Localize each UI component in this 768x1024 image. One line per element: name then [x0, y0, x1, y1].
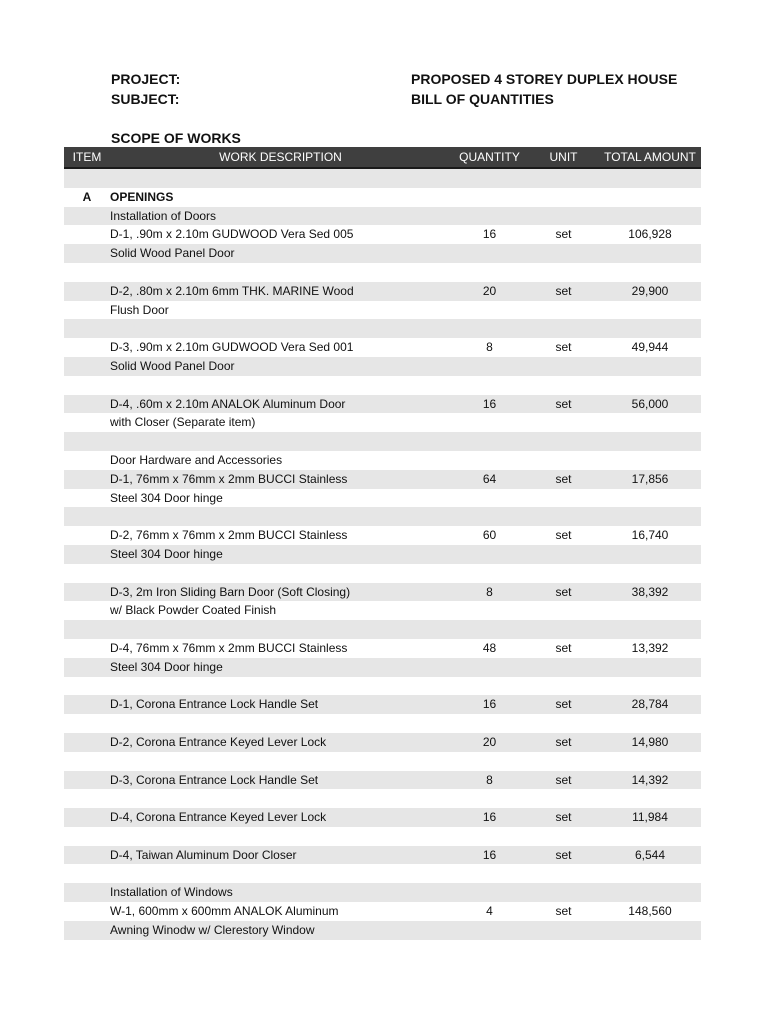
project-label: PROJECT:: [111, 71, 181, 87]
amount-cell: [599, 489, 701, 508]
amount-cell: [599, 451, 701, 470]
table-row: [64, 677, 701, 696]
table-row: [64, 639, 701, 658]
item-cell: [64, 733, 110, 752]
item-cell: [64, 789, 110, 808]
unit-cell: [528, 620, 599, 639]
table-row: [64, 583, 701, 602]
amount-cell: [599, 301, 701, 320]
amount-cell: 106,928: [628, 227, 672, 242]
table-row: [64, 395, 701, 414]
unit-cell: set: [555, 528, 572, 543]
unit-cell: [528, 188, 599, 207]
scope-title: SCOPE OF WORKS: [111, 130, 241, 146]
unit-cell: [528, 301, 599, 320]
item-cell: [64, 864, 110, 883]
item-cell: [64, 282, 110, 301]
item-cell: [64, 413, 110, 432]
quantity-cell: [451, 168, 528, 188]
description-cell: D-1, .90m x 2.10m GUDWOOD Vera Sed 005: [110, 227, 354, 242]
quantity-cell: [451, 564, 528, 583]
table-row: [64, 771, 701, 790]
quantity-cell: [451, 451, 528, 470]
description-cell: Awning Winodw w/ Clerestory Window: [110, 921, 451, 940]
item-cell: [64, 752, 110, 771]
table-row: [64, 545, 701, 564]
description-cell: D-2, 76mm x 76mm x 2mm BUCCI Stainless: [110, 528, 348, 543]
amount-cell: [599, 432, 701, 451]
table-row: [64, 564, 701, 583]
amount-cell: [599, 319, 701, 338]
description-cell: [110, 432, 451, 451]
table-row: [64, 319, 701, 338]
unit-cell: [528, 263, 599, 282]
quantity-cell: 8: [451, 583, 528, 602]
quantity-cell: [451, 432, 528, 451]
description-cell: D-2, Corona Entrance Keyed Lever Lock: [110, 733, 451, 752]
quantity-cell: [451, 677, 528, 696]
unit-cell: set: [528, 282, 599, 301]
quantity-cell: [451, 827, 528, 846]
description-cell: [110, 507, 451, 526]
unit-cell: [528, 489, 599, 508]
item-cell: [64, 376, 110, 395]
description-cell: OPENINGS: [110, 189, 174, 204]
amount-cell: [599, 244, 701, 263]
item-cell: [64, 564, 110, 583]
quantity-cell: 20: [451, 733, 528, 752]
unit-cell: [528, 677, 599, 696]
table-row: [64, 376, 701, 395]
item-cell: [64, 319, 110, 338]
description-cell: Installation of Windows: [110, 883, 451, 902]
table-row: [64, 714, 701, 733]
amount-cell: [599, 677, 701, 696]
amount-cell: [599, 376, 701, 395]
quantity-cell: [451, 864, 528, 883]
description-cell: D-3, .90m x 2.10m GUDWOOD Vera Sed 001: [110, 340, 354, 355]
table-row: [64, 864, 701, 883]
quantity-cell: [451, 752, 528, 771]
unit-cell: [528, 545, 599, 564]
project-value: PROPOSED 4 STOREY DUPLEX HOUSE: [411, 71, 678, 87]
item-cell: [64, 432, 110, 451]
quantity-cell: [451, 413, 528, 432]
description-cell: Steel 304 Door hinge: [110, 658, 451, 677]
amount-cell: 148,560: [628, 904, 672, 919]
unit-cell: [528, 432, 599, 451]
amount-cell: [599, 883, 701, 902]
amount-cell: 14,392: [599, 771, 701, 790]
quantity-cell: 60: [482, 528, 497, 543]
table-row: [64, 489, 701, 508]
amount-cell: [599, 601, 701, 620]
unit-cell: [528, 376, 599, 395]
table-row: [64, 168, 701, 188]
unit-cell: [528, 864, 599, 883]
unit-cell: set: [528, 808, 599, 827]
item-cell: [64, 808, 110, 827]
quantity-cell: [451, 319, 528, 338]
quantity-cell: 20: [451, 282, 528, 301]
amount-cell: [599, 864, 701, 883]
subject-value: BILL OF QUANTITIES: [411, 91, 554, 107]
quantity-cell: [451, 188, 528, 207]
item-cell: [64, 921, 110, 940]
unit-cell: [528, 658, 599, 677]
quantity-cell: [451, 658, 528, 677]
amount-cell: [599, 620, 701, 639]
unit-cell: [528, 752, 599, 771]
table-row: [64, 432, 701, 451]
column-header-quantity: QUANTITY: [451, 147, 528, 168]
subsection-row: [64, 207, 701, 226]
unit-cell: set: [555, 640, 572, 655]
column-header-unit: UNIT: [528, 147, 599, 168]
unit-cell: [528, 413, 599, 432]
amount-cell: 38,392: [599, 583, 701, 602]
table-row: [64, 902, 701, 921]
item-cell: [64, 395, 110, 414]
item-cell: [64, 771, 110, 790]
description-cell: [110, 620, 451, 639]
section-row: [64, 188, 701, 207]
description-cell: D-1, 76mm x 76mm x 2mm BUCCI Stainless: [110, 470, 451, 489]
table-row: [64, 526, 701, 545]
description-cell: Solid Wood Panel Door: [110, 244, 451, 263]
table-row: [64, 225, 701, 244]
item-cell: [64, 583, 110, 602]
table-row: [64, 695, 701, 714]
amount-cell: [599, 168, 701, 188]
description-cell: [110, 714, 451, 733]
table-body: [64, 168, 701, 940]
subsection-row: [64, 883, 701, 902]
description-cell: Steel 304 Door hinge: [110, 490, 223, 505]
unit-cell: set: [528, 733, 599, 752]
quantity-cell: [451, 714, 528, 733]
bill-of-quantities-table: [64, 147, 701, 940]
table-row: [64, 263, 701, 282]
amount-cell: [599, 413, 701, 432]
item-cell: [64, 301, 110, 320]
amount-cell: 6,544: [599, 846, 701, 865]
amount-cell: [599, 752, 701, 771]
amount-cell: 56,000: [599, 395, 701, 414]
unit-cell: [528, 357, 599, 376]
subject-label: SUBJECT:: [111, 91, 180, 107]
item-cell: [64, 451, 110, 470]
description-cell: D-1, Corona Entrance Lock Handle Set: [110, 695, 451, 714]
table-row: [64, 658, 701, 677]
item-cell: [64, 507, 110, 526]
quantity-cell: 64: [451, 470, 528, 489]
table-row: [64, 470, 701, 489]
quantity-cell: [451, 545, 528, 564]
quantity-cell: 16: [451, 695, 528, 714]
description-cell: D-3, Corona Entrance Lock Handle Set: [110, 771, 451, 790]
description-cell: [110, 376, 451, 395]
description-cell: [110, 319, 451, 338]
item-cell: [64, 545, 110, 564]
quantity-cell: 8: [451, 771, 528, 790]
column-header-work-description: WORK DESCRIPTION: [110, 147, 451, 168]
amount-cell: 17,856: [599, 470, 701, 489]
unit-cell: [528, 168, 599, 188]
description-cell: Solid Wood Panel Door: [110, 357, 451, 376]
unit-cell: set: [528, 470, 599, 489]
item-cell: [64, 338, 110, 357]
item-cell: [64, 526, 110, 545]
unit-cell: [528, 451, 599, 470]
quantity-cell: [451, 601, 528, 620]
amount-cell: [599, 507, 701, 526]
description-cell: Steel 304 Door hinge: [110, 545, 451, 564]
description-cell: Flush Door: [110, 302, 169, 317]
item-cell: [64, 168, 110, 188]
quantity-cell: [451, 489, 528, 508]
amount-cell: 14,980: [599, 733, 701, 752]
item-cell: [64, 489, 110, 508]
table-row: [64, 827, 701, 846]
item-cell: [64, 244, 110, 263]
description-cell: D-4, .60m x 2.10m ANALOK Aluminum Door: [110, 395, 451, 414]
description-cell: [110, 263, 451, 282]
table-row: [64, 244, 701, 263]
unit-cell: set: [528, 771, 599, 790]
quantity-cell: [451, 883, 528, 902]
amount-cell: [599, 545, 701, 564]
quantity-cell: [451, 789, 528, 808]
amount-cell: [599, 714, 701, 733]
description-cell: [110, 789, 451, 808]
quantity-cell: 16: [451, 846, 528, 865]
unit-cell: [528, 789, 599, 808]
unit-cell: [528, 827, 599, 846]
description-cell: [110, 864, 451, 883]
description-cell: with Closer (Separate item): [110, 415, 256, 430]
item-cell: [64, 620, 110, 639]
item-cell: [64, 601, 110, 620]
description-cell: w/ Black Powder Coated Finish: [110, 603, 277, 618]
quantity-cell: 16: [451, 395, 528, 414]
table-row: [64, 846, 701, 865]
unit-cell: [528, 244, 599, 263]
quantity-cell: 4: [486, 904, 493, 919]
quantity-cell: 48: [482, 640, 497, 655]
item-cell: [64, 695, 110, 714]
description-cell: D-2, .80m x 2.10m 6mm THK. MARINE Wood: [110, 282, 451, 301]
amount-cell: [599, 789, 701, 808]
item-cell: [64, 902, 110, 921]
amount-cell: 29,900: [599, 282, 701, 301]
quantity-cell: [451, 301, 528, 320]
table-row: [64, 357, 701, 376]
description-cell: D-3, 2m Iron Sliding Barn Door (Soft Closing): [110, 583, 451, 602]
unit-cell: [528, 207, 599, 226]
unit-cell: [528, 507, 599, 526]
description-cell: W-1, 600mm x 600mm ANALOK Aluminum: [110, 904, 339, 919]
unit-cell: [528, 883, 599, 902]
table-row: [64, 338, 701, 357]
amount-cell: [599, 207, 701, 226]
item-cell: [64, 846, 110, 865]
table-header-row: [64, 147, 701, 168]
quantity-cell: 8: [486, 340, 493, 355]
amount-cell: [599, 188, 701, 207]
quantity-cell: [451, 921, 528, 940]
description-cell: [110, 827, 451, 846]
table-row: [64, 282, 701, 301]
description-cell: [110, 564, 451, 583]
table-row: [64, 808, 701, 827]
item-cell: [64, 470, 110, 489]
unit-cell: [528, 319, 599, 338]
unit-cell: set: [555, 227, 572, 242]
table-row: [64, 752, 701, 771]
description-cell: D-4, Taiwan Aluminum Door Closer: [110, 846, 451, 865]
amount-cell: [599, 564, 701, 583]
unit-cell: [528, 564, 599, 583]
quantity-cell: [451, 207, 528, 226]
unit-cell: set: [528, 395, 599, 414]
table-row: [64, 413, 701, 432]
item-cell: [64, 883, 110, 902]
item-cell: A: [82, 189, 92, 204]
amount-cell: [599, 921, 701, 940]
amount-cell: [599, 357, 701, 376]
amount-cell: [599, 658, 701, 677]
description-cell: D-4, 76mm x 76mm x 2mm BUCCI Stainless: [110, 640, 348, 655]
amount-cell: 13,392: [631, 640, 669, 655]
unit-cell: set: [555, 904, 572, 919]
table-row: [64, 620, 701, 639]
item-cell: [64, 677, 110, 696]
quantity-cell: [451, 244, 528, 263]
description-cell: Door Hardware and Accessories: [110, 452, 283, 467]
column-header-total-amount: TOTAL AMOUNT: [599, 147, 701, 168]
description-cell: [110, 677, 451, 696]
table-row: [64, 733, 701, 752]
unit-cell: [528, 714, 599, 733]
item-cell: [64, 225, 110, 244]
column-header-item: ITEM: [64, 147, 110, 168]
table-row: [64, 507, 701, 526]
quantity-cell: [451, 263, 528, 282]
unit-cell: set: [528, 695, 599, 714]
amount-cell: 11,984: [599, 808, 701, 827]
unit-cell: set: [528, 583, 599, 602]
unit-cell: set: [555, 340, 572, 355]
table-row: [64, 601, 701, 620]
item-cell: [64, 827, 110, 846]
item-cell: [64, 658, 110, 677]
item-cell: [64, 357, 110, 376]
unit-cell: set: [528, 846, 599, 865]
item-cell: [64, 263, 110, 282]
table-row: [64, 921, 701, 940]
amount-cell: 28,784: [599, 695, 701, 714]
unit-cell: [528, 921, 599, 940]
item-cell: [64, 714, 110, 733]
item-cell: [64, 207, 110, 226]
description-cell: D-4, Corona Entrance Keyed Lever Lock: [110, 808, 451, 827]
amount-cell: [599, 263, 701, 282]
table-row: [64, 789, 701, 808]
quantity-cell: [451, 376, 528, 395]
quantity-cell: 16: [482, 227, 497, 242]
quantity-cell: [451, 507, 528, 526]
description-cell: Installation of Doors: [110, 207, 451, 226]
subsection-row: [64, 451, 701, 470]
amount-cell: 16,740: [631, 528, 669, 543]
unit-cell: [528, 601, 599, 620]
table-row: [64, 301, 701, 320]
description-cell: [110, 168, 451, 188]
description-cell: [110, 752, 451, 771]
item-cell: [64, 639, 110, 658]
quantity-cell: [451, 357, 528, 376]
quantity-cell: 16: [451, 808, 528, 827]
amount-cell: [599, 827, 701, 846]
amount-cell: 49,944: [631, 340, 669, 355]
quantity-cell: [451, 620, 528, 639]
